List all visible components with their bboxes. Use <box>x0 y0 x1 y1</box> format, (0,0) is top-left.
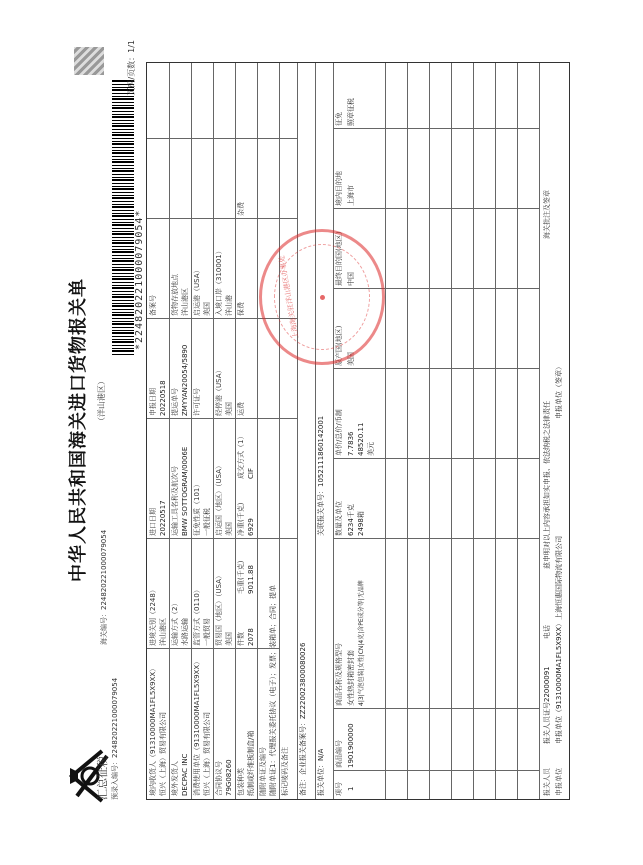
marks-label: 标记唛码及备注 <box>281 747 289 796</box>
departure-country-value: 美国 <box>225 522 233 536</box>
declarer-label: 报关人员 <box>543 768 551 796</box>
deal-mode-value: CIF <box>247 468 255 479</box>
goods-origin: 美国 <box>347 352 355 366</box>
goods-dest: 中国 <box>347 272 355 286</box>
phone-label: 电话 <box>543 625 551 639</box>
freight-label: 运费 <box>237 402 245 416</box>
misc-label: 杂费 <box>237 202 245 216</box>
import-port-label: 进境关别（2248） <box>149 586 157 646</box>
package-value: 纸制或纤维板制盒/箱 <box>247 730 255 796</box>
goods-hs-code: 1901900000 <box>347 723 355 768</box>
barcode-number: *224820221000079054* <box>134 209 145 350</box>
goods-col-item: 项号 <box>335 782 343 796</box>
trade-country-value: 美国 <box>225 632 233 646</box>
stamp-text: 上海海关驻洋山港区办事处 <box>277 254 301 340</box>
declare-date-value: 20220518 <box>159 380 167 416</box>
declaration-form-grid <box>146 62 570 800</box>
transport-name-label: 运输工具名称及航次号 <box>171 466 179 536</box>
qr-code-icon <box>74 47 104 75</box>
goods-price: 7.7836 <box>347 431 355 456</box>
bl-no-value: ZMYYAN20054/5890 <box>181 344 189 416</box>
pieces-label: 件数 <box>237 632 245 646</box>
goods-total: 48520.11 <box>357 422 365 456</box>
license-label: 许可证号 <box>193 388 201 416</box>
supervision-value: 一般贸易 <box>203 618 211 646</box>
origin-country-label: 启运港（USA） <box>193 266 201 316</box>
overseas-shipper-value: DECPAC INC <box>181 753 189 796</box>
entry-port-value: 洋山港 <box>225 295 233 316</box>
summary-tax-label: 汇总征税 <box>96 756 109 800</box>
bl-no-label: 提运单号 <box>171 388 179 416</box>
storage-label: 货物存放地点 <box>171 274 179 316</box>
storage-value: 洋山港区 <box>181 288 189 316</box>
goods-col-levy: 征免 <box>335 112 343 126</box>
import-date-label: 进口日期 <box>149 508 157 536</box>
levy-label: 征免性质（101） <box>193 480 201 536</box>
transport-mode-label: 运输方式（2） <box>171 599 179 646</box>
legal-statement: 兹申明对以上内容承担如实申报、依法纳税之法律责任 <box>543 401 551 569</box>
barcode <box>112 80 134 355</box>
via-port-value: 美国 <box>225 402 233 416</box>
port-name: （洋山港区） <box>97 377 106 425</box>
declare-unit-sign: 申报单位（签章） <box>555 363 563 419</box>
goods-levy: 照章征税 <box>347 98 355 126</box>
customs-number: 海关编号：224820221000079054 <box>100 529 108 645</box>
transport-mode-value: 水路运输 <box>181 618 189 646</box>
origin-country-value: 美国 <box>203 302 211 316</box>
goods-col-origin: 原产国(地区) <box>335 325 343 366</box>
declare-unit-value: 申报单位（91310000MA1FL5X9XX）上海恒惠国际物流有限公司 <box>555 535 563 744</box>
docs-label: 随附单证及编号 <box>259 747 267 796</box>
record-no-label: 备案号 <box>149 295 157 316</box>
consignee-value: 恒兴（上海）贸易有限公司 <box>159 712 167 796</box>
gross-value: 9011.88 <box>247 565 255 594</box>
deal-mode-label: 成交方式（1） <box>237 432 245 479</box>
declarer-value: 报关人员证号22000091 <box>543 666 551 744</box>
gross-label: 毛重(千克) <box>237 560 245 594</box>
docs-value: 随附单证1：代理报关委托协议（电子）；发票；装箱单；合同；提单 <box>269 585 277 796</box>
net-value: 6929 <box>247 518 255 536</box>
goods-qty: 6234千克 <box>347 504 355 536</box>
import-port-value: 洋山港区 <box>159 618 167 646</box>
insurance-label: 保费 <box>237 302 245 316</box>
consignee-label: 境内收货人（91310000MA1FL5X9XX） <box>149 664 157 796</box>
document-title: 中华人民共和国海关进口货物报关单 <box>68 278 89 582</box>
net-label: 净重(千克) <box>237 502 245 536</box>
user-unit-label: 消费使用单位（91310000MA1FL5X9XX） <box>193 657 201 796</box>
levy-value: 一般征税 <box>203 508 211 536</box>
trade-country-label: 贸易国（地区）（USA） <box>215 572 223 646</box>
pieces-value: 2078 <box>247 628 255 646</box>
user-unit-value: 恒兴（上海）贸易有限公司 <box>203 712 211 796</box>
customs-seal-stamp <box>259 229 385 365</box>
import-date-value: 20220517 <box>159 500 167 536</box>
transport-name-value: BMW SOTTOGRAM/0006E <box>181 446 189 536</box>
page-number: 页码/页数：1/1 <box>127 40 136 96</box>
goods-spec: 4|3|气泡包装|女性|CN|4克|含PE成分等|无品牌 <box>358 580 365 706</box>
goods-col-dest: 最终目的国(地区) <box>335 231 343 286</box>
goods-item-no: 1 <box>347 786 355 791</box>
contract-value: 79G08260 <box>225 759 233 796</box>
goods-col-name: 商品名称及规格型号 <box>335 643 343 706</box>
via-port-label: 经停港（USA） <box>215 366 223 416</box>
supervision-label: 监管方式（0110） <box>193 586 201 646</box>
pre-entry-number: 预录入编号：224820221000079054 <box>111 677 119 800</box>
goods-col-price: 单价/总价/币制 <box>335 409 343 456</box>
entry-port-label: 入境口岸（310001） <box>215 247 223 316</box>
declare-date-label: 申报日期 <box>149 388 157 416</box>
goods-col-domestic: 境内目的地 <box>335 171 343 206</box>
package-label: 包装种类 <box>237 768 245 796</box>
goods-col-hs: 商品编号 <box>335 740 343 768</box>
overseas-shipper-label: 境外发货人 <box>171 761 179 796</box>
marks-value: 备注：企业报关备案号：ZZ220023800080026 <box>299 642 307 796</box>
goods-currency: 美元 <box>367 442 375 456</box>
goods-qty-2: 2498箱 <box>357 511 365 536</box>
remark-3: 关联报关单号：1052111860142001 <box>317 415 325 536</box>
goods-domestic: 上海市 <box>347 185 355 206</box>
contract-label: 合同协议号 <box>215 761 223 796</box>
goods-col-qty: 数量及单位 <box>335 501 343 536</box>
remark-2: 报关单位：N/A <box>317 748 325 796</box>
declare-unit-label: 申报单位 <box>555 768 563 796</box>
goods-name: 女性热封箱密封套 <box>347 650 355 706</box>
customs-remark-label: 海关批注及签章 <box>543 190 551 239</box>
departure-country-label: 启运国（地区）（USA） <box>215 462 223 536</box>
document-rotated <box>54 40 584 820</box>
